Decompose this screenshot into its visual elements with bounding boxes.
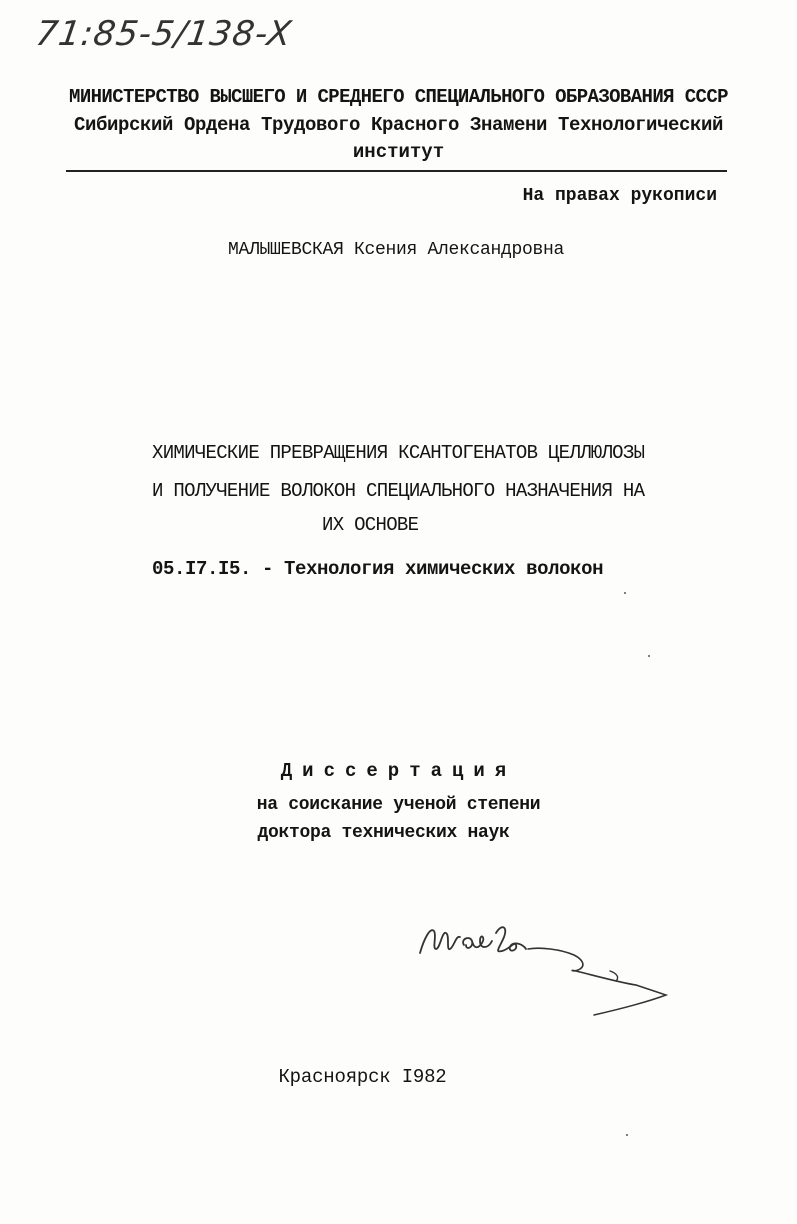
title-line-2: И ПОЛУЧЕНИЕ ВОЛОКОН СПЕЦИАЛЬНОГО НАЗНАЧЕНИЯ НА (152, 480, 645, 502)
header-divider (66, 170, 727, 172)
scan-speck (626, 1134, 628, 1136)
title-line-1: ХИМИЧЕСКИЕ ПРЕВРАЩЕНИЯ КСАНТОГЕНАТОВ ЦЕЛЛЮЛОЗЫ (152, 442, 645, 464)
scan-speck (648, 655, 650, 657)
catalog-number: 71:85-5/138-X (33, 14, 295, 54)
institute-name-cont: институт (352, 141, 445, 163)
ministry-heading: МИНИСТЕРСТВО ВЫСШЕГО И СРЕДНЕГО СПЕЦИАЛЬНОГО ОБРАЗОВАНИЯ СССР (69, 86, 728, 108)
specialty-code: 05.I7.I5. - Технология химических волокон (152, 558, 604, 580)
rights-note: На правах рукописи (522, 186, 717, 206)
institute-name: Сибирский Ордена Трудового Красного Знамени Технологический (73, 114, 724, 136)
title-line-3: ИХ ОСНОВЕ (322, 514, 419, 536)
author-name: МАЛЫШЕВСКАЯ Ксения Александровна (228, 240, 565, 260)
degree-line-2: доктора технических наук (257, 823, 510, 843)
author-signature (410, 905, 680, 1035)
city-year: Красноярск I982 (278, 1066, 447, 1088)
degree-line-1: на соискание ученой степени (256, 795, 541, 815)
scan-speck (624, 592, 626, 594)
dissertation-heading: Диссертация (280, 760, 517, 782)
